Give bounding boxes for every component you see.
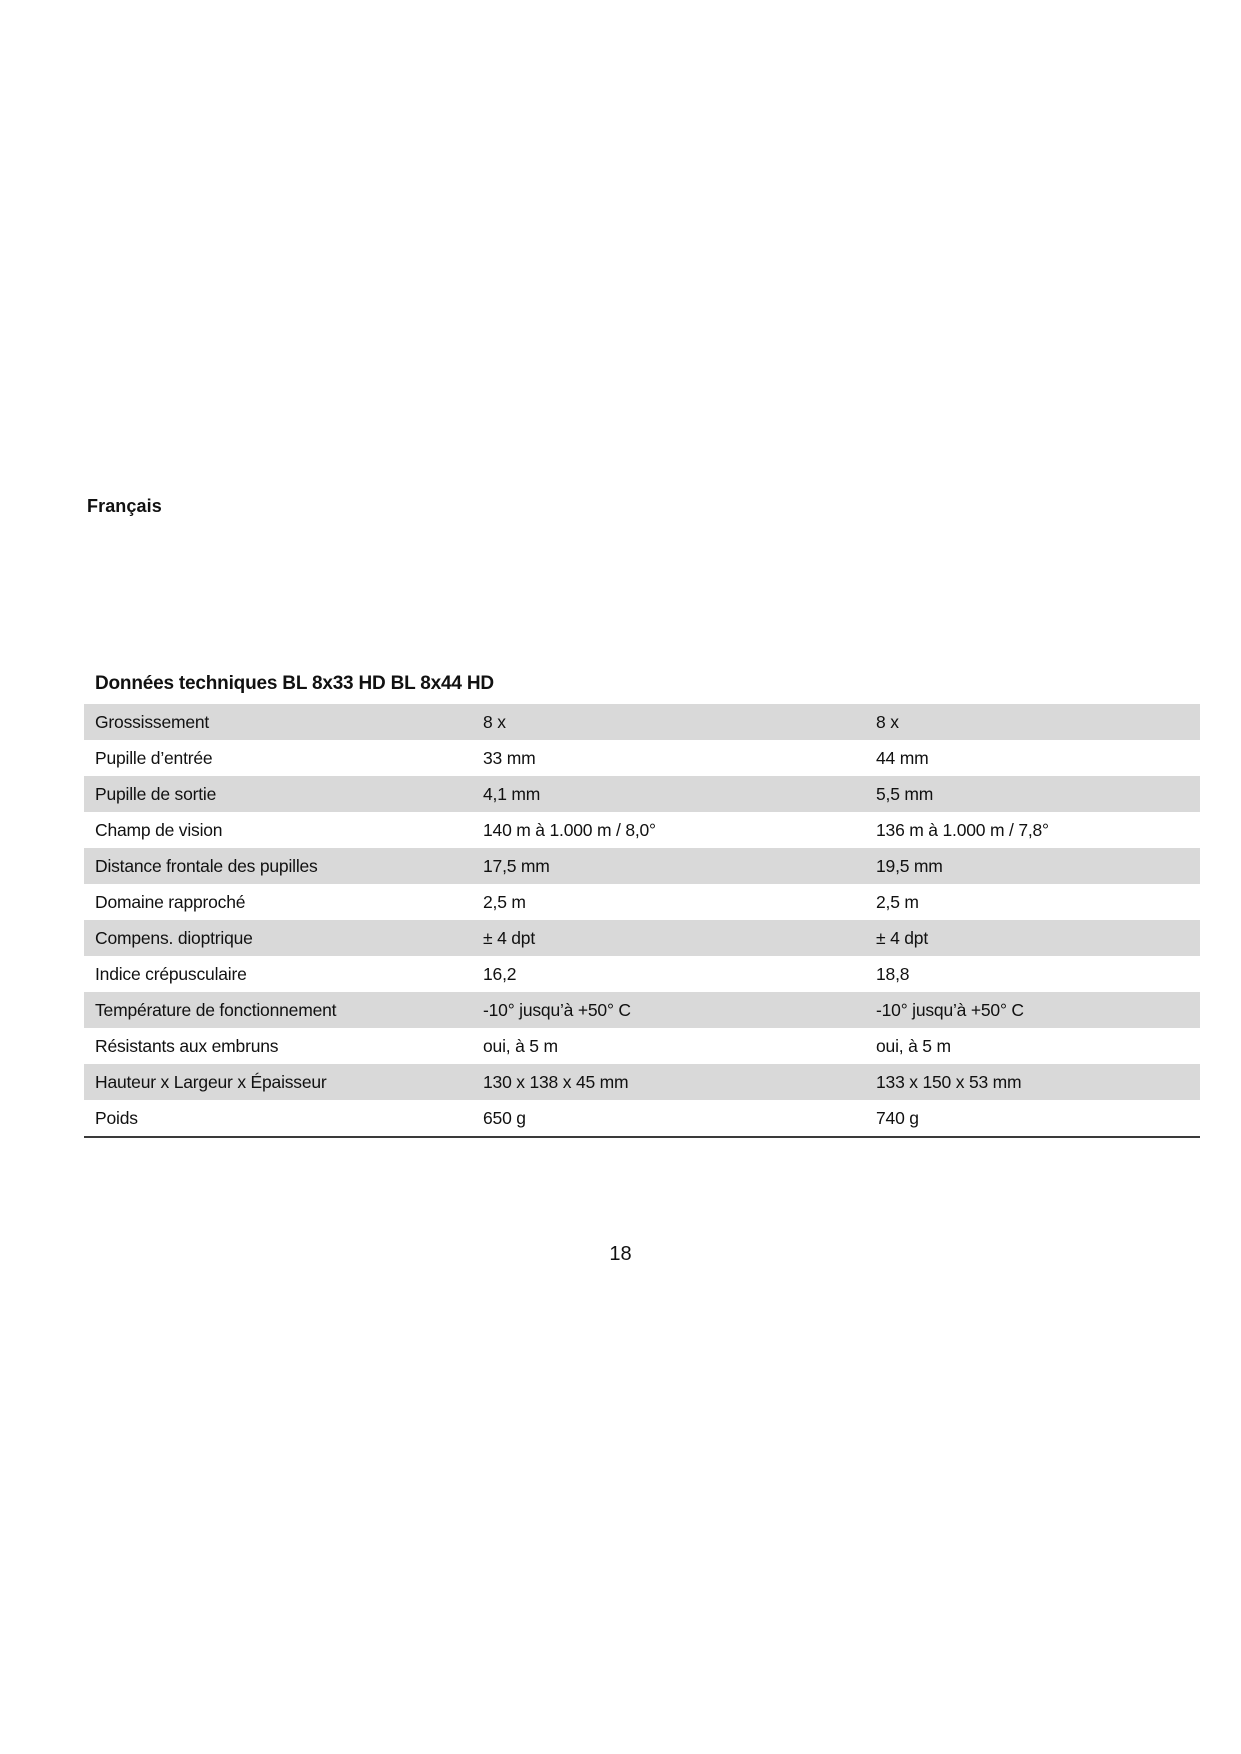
- technical-data-title: Données techniques BL 8x33 HD BL 8x44 HD: [95, 673, 494, 694]
- table-row: [84, 776, 1200, 812]
- table-row: [84, 920, 1200, 956]
- spec-value-8x44: 19,5 mm: [865, 848, 1200, 884]
- table-row: [84, 848, 1200, 884]
- spec-label: Poids: [84, 1100, 472, 1137]
- spec-label: Pupille de sortie: [84, 776, 472, 812]
- table-row: [84, 1064, 1200, 1100]
- spec-value-8x44: 2,5 m: [876, 892, 919, 912]
- spec-value-8x33: 4,1 mm: [472, 776, 865, 812]
- spec-value-8x44: ± 4 dpt: [865, 920, 1200, 956]
- spec-value-8x44: 44 mm: [876, 748, 929, 768]
- spec-label: Résistants aux embruns: [95, 1036, 279, 1056]
- spec-label: Hauteur x Largeur x Épaisseur: [84, 1064, 472, 1100]
- spec-label: Compens. dioptrique: [84, 920, 472, 956]
- spec-label: Domaine rapproché: [95, 892, 246, 912]
- spec-value-8x44: 5,5 mm: [865, 776, 1200, 812]
- table-row: [84, 956, 1200, 992]
- spec-value-8x33: -10° jusqu’à +50° C: [472, 992, 865, 1028]
- spec-label: Distance frontale des pupilles: [84, 848, 472, 884]
- spec-label: Grossissement: [84, 704, 472, 740]
- spec-label: Pupille d’entrée: [95, 748, 213, 768]
- spec-value-8x44: 133 x 150 x 53 mm: [865, 1064, 1200, 1100]
- spec-value-8x33: 33 mm: [483, 748, 536, 768]
- table-row: [84, 812, 1200, 848]
- spec-value-8x44: 8 x: [865, 704, 1200, 740]
- spec-value-8x33: 8 x: [472, 704, 865, 740]
- table-row: [84, 1028, 1200, 1064]
- table-row: [84, 884, 1200, 920]
- spec-value-8x33: 16,2: [483, 964, 517, 984]
- technical-data-table: [84, 704, 1200, 1138]
- spec-value-8x33: 2,5 m: [483, 892, 526, 912]
- spec-value-8x44: 740 g: [865, 1100, 1200, 1137]
- table-row: [84, 992, 1200, 1028]
- spec-value-8x44: oui, à 5 m: [876, 1036, 951, 1056]
- spec-value-8x33: ± 4 dpt: [472, 920, 865, 956]
- spec-value-8x33: oui, à 5 m: [483, 1036, 558, 1056]
- spec-value-8x44: 18,8: [876, 964, 910, 984]
- page-number: 18: [609, 1243, 632, 1265]
- spec-value-8x44: -10° jusqu’à +50° C: [865, 992, 1200, 1028]
- spec-value-8x33: 130 x 138 x 45 mm: [472, 1064, 865, 1100]
- spec-label: Température de fonctionnement: [84, 992, 472, 1028]
- table-row: [84, 740, 1200, 776]
- spec-value-8x33: 650 g: [472, 1100, 865, 1137]
- table-row: [84, 704, 1200, 740]
- language-label: Français: [87, 496, 162, 516]
- table-row: [84, 1100, 1200, 1137]
- spec-value-8x44: 136 m à 1.000 m / 7,8°: [876, 820, 1049, 840]
- spec-label: Champ de vision: [95, 820, 223, 840]
- spec-label: Indice crépusculaire: [95, 964, 247, 984]
- spec-value-8x33: 17,5 mm: [472, 848, 865, 884]
- spec-value-8x33: 140 m à 1.000 m / 8,0°: [483, 820, 656, 840]
